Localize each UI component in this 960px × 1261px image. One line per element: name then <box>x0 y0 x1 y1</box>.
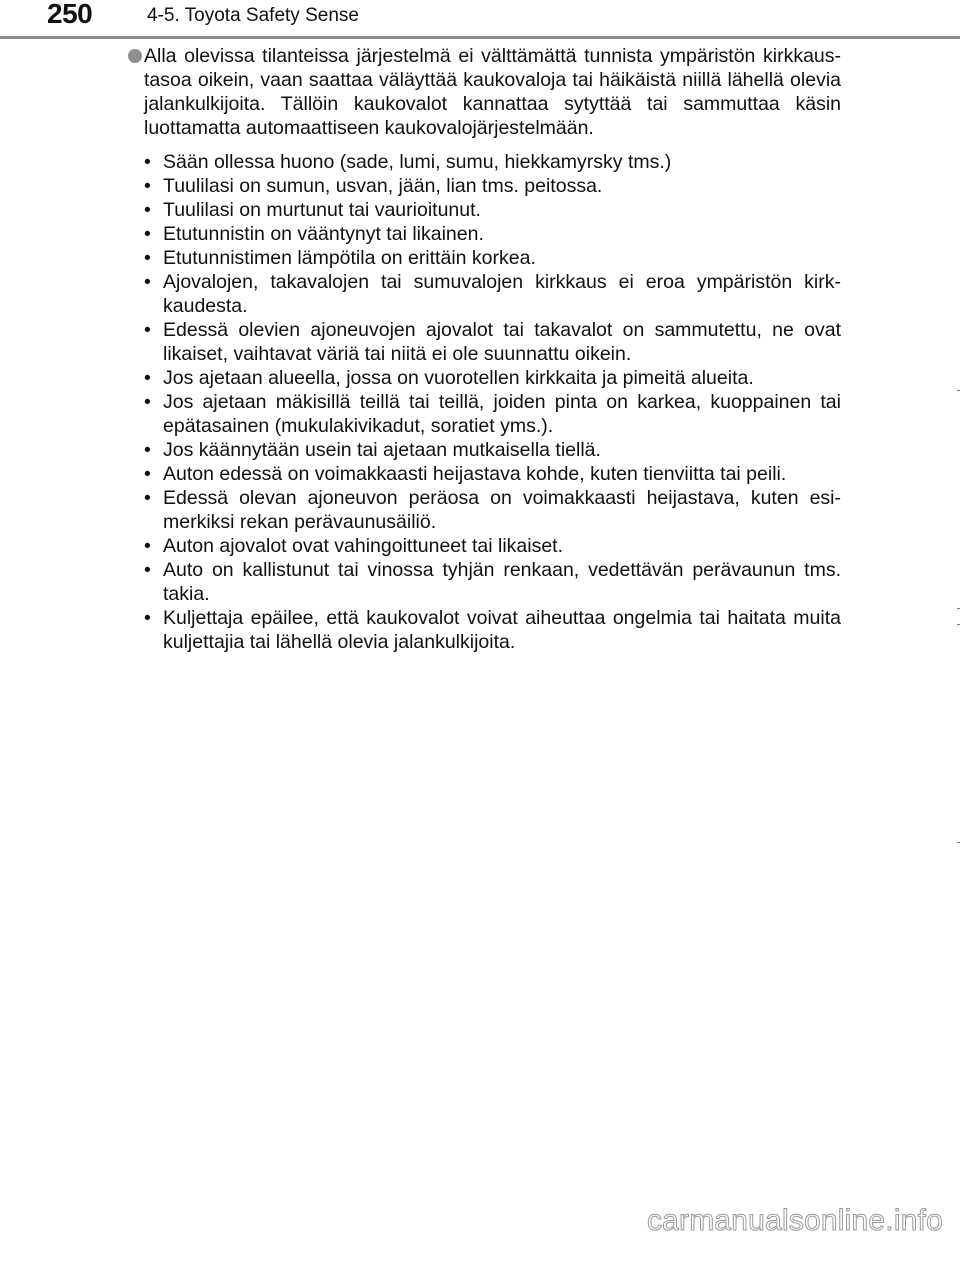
list-item-text: Auto on kallistunut tai vinossa tyhjän renkaan, vedettävän perävaunun tms. takia. <box>163 559 841 605</box>
bullet-dot-icon: • <box>144 319 151 341</box>
list-item <box>128 390 841 438</box>
list-item-text: Tuulilasi on murtunut tai vaurioitunut. <box>163 199 481 221</box>
list-item <box>128 246 841 270</box>
list-item-text: Edessä olevan ajoneuvon peräosa on voimakkaasti heijastava, kuten esi-merkiksi rekan perävaunusäiliö. <box>163 487 841 533</box>
list-item <box>128 150 841 174</box>
bullet-dot-icon: • <box>144 247 151 269</box>
bullet-dot-icon: • <box>144 391 151 413</box>
list-item-text: Tuulilasi on sumun, usvan, jään, lian tms. peitossa. <box>163 175 603 197</box>
bullet-dot-icon: • <box>144 199 151 221</box>
list-item-text: Auton edessä on voimakkaasti heijastava kohde, kuten tienviitta tai peili. <box>163 463 787 485</box>
list-item <box>128 534 841 558</box>
list-item <box>128 486 841 534</box>
list-item <box>128 222 841 246</box>
list-item <box>128 198 841 222</box>
bullet-dot-icon: • <box>144 175 151 197</box>
list-item <box>128 558 841 606</box>
main-content <box>128 44 841 654</box>
circle-bullet-icon <box>128 49 142 63</box>
bullet-dot-icon: • <box>144 463 151 485</box>
list-item <box>128 270 841 318</box>
list-item-text: Sään ollessa huono (sade, lumi, sumu, hiekkamyrsky tms.) <box>163 151 672 173</box>
list-item <box>128 318 841 366</box>
list-item-text: Jos ajetaan mäkisillä teillä tai teillä, joiden pinta on karkea, kuoppainen tai epätasainen (mukulakivikadut, soratiet yms.). <box>163 391 841 437</box>
list-item-text: Edessä olevien ajoneuvojen ajovalot tai takavalot on sammutettu, ne ovat likaiset, vaihtavat väriä tai niitä ei ole suunnattu oikein. <box>163 319 841 365</box>
list-item-text: Jos käännytään usein tai ajetaan mutkaisella tiellä. <box>163 439 601 461</box>
list-item-text: Ajovalojen, takavalojen tai sumuvalojen kirkkaus ei eroa ympäristön kirk-kaudesta. <box>163 271 841 317</box>
list-item <box>128 462 841 486</box>
condition-list <box>128 150 841 654</box>
bullet-dot-icon: • <box>144 151 151 173</box>
list-item <box>128 438 841 462</box>
bullet-dot-icon: • <box>144 367 151 389</box>
section-title: 4-5. Toyota Safety Sense <box>147 5 359 26</box>
list-item-text: Etutunnistimen lämpötila on erittäin korkea. <box>163 247 536 269</box>
list-item-text: Jos ajetaan alueella, jossa on vuorotellen kirkkaita ja pimeitä alueita. <box>163 367 754 389</box>
list-item-text: Kuljettaja epäilee, että kaukovalot voivat aiheuttaa ongelmia tai haitata muita kuljettajia tai lähellä olevia jalankulkijoita. <box>163 607 841 653</box>
page-header <box>0 0 960 40</box>
bullet-dot-icon: • <box>144 439 151 461</box>
lead-text: Alla olevissa tilanteissa järjestelmä ei välttämättä tunnista ympäristön kirkkaus-tasoa oikein, vaan saattaa väläyttää kaukovaloja tai häikäistä niillä lähellä olevia jalankulkijoita. Tällöin kaukovalot kannattaa sytyttää tai sammuttaa käsin luottamatta automaattiseen kaukovalojärjestelmään. <box>144 45 841 139</box>
list-item-text: Etutunnistin on vääntynyt tai likainen. <box>163 223 484 245</box>
bullet-dot-icon: • <box>144 487 151 509</box>
bullet-dot-icon: • <box>144 223 151 245</box>
bullet-dot-icon: • <box>144 535 151 557</box>
list-item-text: Auton ajovalot ovat vahingoittuneet tai likaiset. <box>163 535 564 557</box>
bullet-dot-icon: • <box>144 607 151 629</box>
bullet-dot-icon: • <box>144 559 151 581</box>
watermark-text: carmanualsonline.info <box>646 1204 943 1237</box>
bullet-dot-icon: • <box>144 271 151 293</box>
list-item <box>128 174 841 198</box>
lead-paragraph <box>128 44 841 140</box>
list-item <box>128 366 841 390</box>
header-divider <box>0 36 960 39</box>
page-number: 250 <box>47 0 93 29</box>
list-item <box>128 606 841 654</box>
